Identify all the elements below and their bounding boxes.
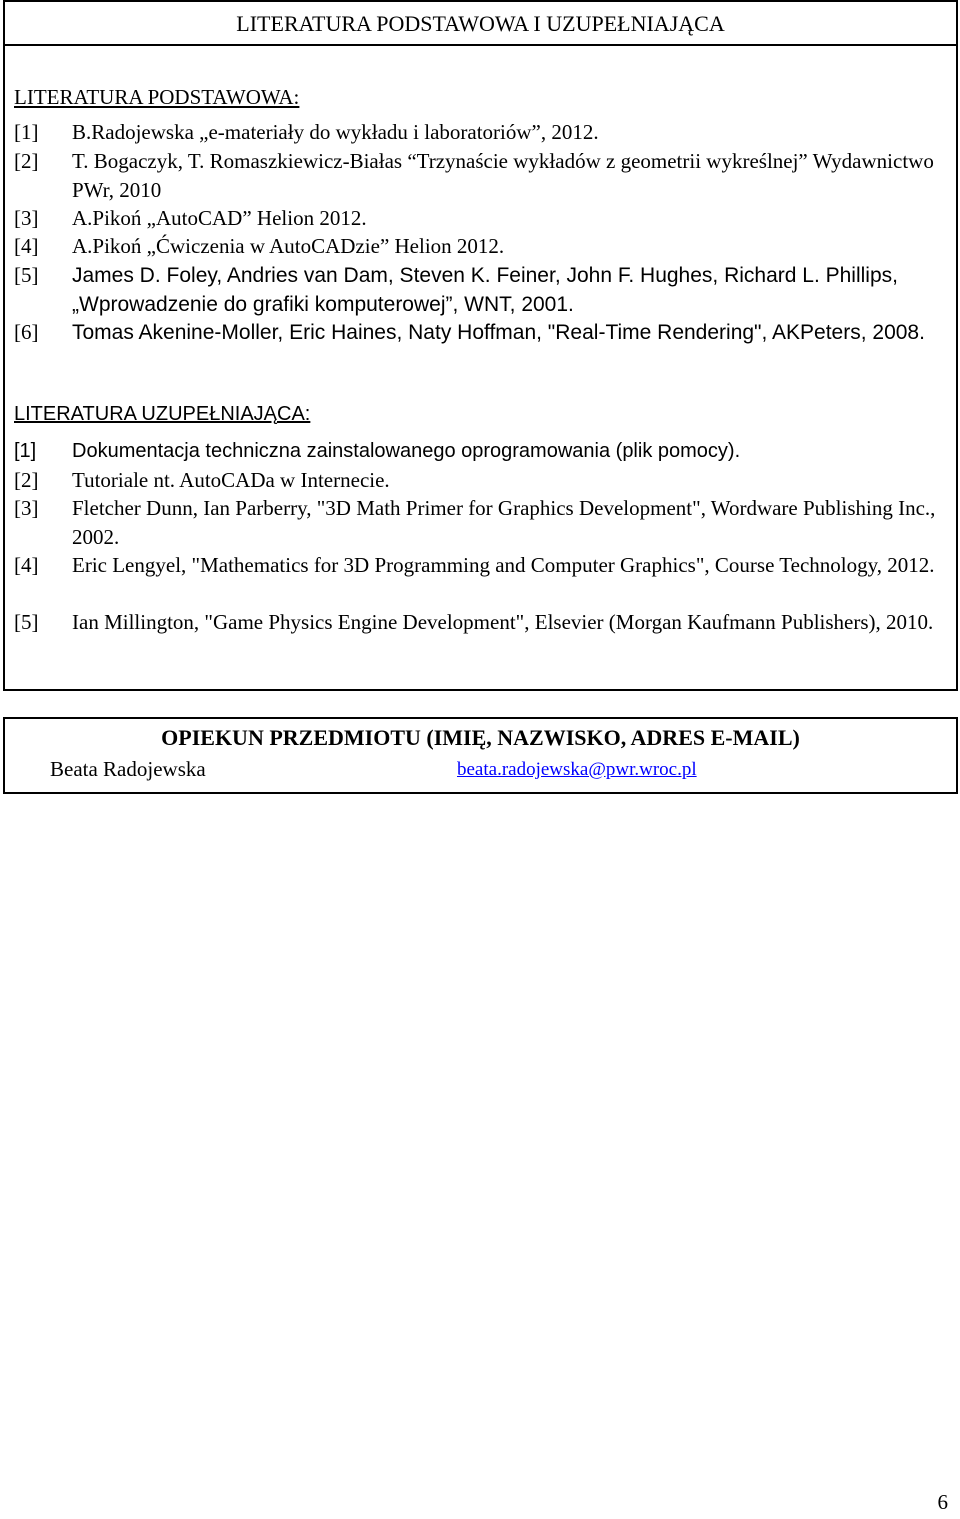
ref-number: [5] (14, 610, 39, 634)
course-tutor-section (3, 717, 958, 794)
ref-text: Fletcher Dunn, Ian Parberry, "3D Math Primer for Graphics Development", Wordware Publishing Inc., 2002. (72, 496, 936, 549)
ref-text: Dokumentacja techniczna zainstalowanego oprogramowania (plik pomocy). (72, 440, 741, 462)
ref-number: [4] (14, 234, 39, 258)
ref-text: A.Pikoń „AutoCAD” Helion 2012. (72, 206, 367, 230)
basic-ref-1 (14, 118, 949, 147)
ref-number: [2] (14, 149, 39, 173)
supp-ref-2 (14, 466, 949, 495)
ref-text: Ian Millington, "Game Physics Engine Development", Elsevier (Morgan Kaufmann Publishers), 2010. (72, 610, 934, 634)
basic-literature-heading: LITERATURA PODSTAWOWA: (14, 85, 300, 109)
ref-number: [3] (14, 496, 39, 520)
supplementary-literature-heading: LITERATURA UZUPEŁNIAJĄCA: (14, 403, 311, 425)
ref-text: T. Bogaczyk, T. Romaszkiewicz-Białas “Trzynaście wykładów z geometrii wykreślnej” Wydawnictwo PWr, 2010 (72, 149, 934, 202)
ref-text: James D. Foley, Andries van Dam, Steven K. Feiner, John F. Hughes, Richard L. Phillips, „Wprowadzenie do grafiki komputerowej”, WNT, 2001. (72, 264, 898, 316)
basic-ref-5 (14, 261, 949, 319)
ref-number: [6] (14, 320, 39, 344)
tutor-email-link[interactable]: beata.radojewska@pwr.wroc.pl (457, 759, 697, 780)
supp-ref-4 (14, 551, 949, 580)
ref-number: [3] (14, 206, 39, 230)
ref-number: [1] (14, 120, 39, 144)
ref-text: A.Pikoń „Ćwiczenia w AutoCADzie” Helion 2012. (72, 234, 505, 258)
basic-ref-2 (14, 147, 949, 205)
tutor-name: Beata Radojewska (50, 757, 206, 781)
tutor-heading: OPIEKUN PRZEDMIOTU (IMIĘ, NAZWISKO, ADRES E-MAIL) (161, 725, 800, 750)
ref-text: Tutoriale nt. AutoCADa w Internecie. (72, 468, 390, 492)
page-number: 6 (937, 1490, 948, 1514)
ref-number: [2] (14, 468, 39, 492)
ref-text: B.Radojewska „e-materiały do wykładu i laboratoriów”, 2012. (72, 120, 599, 144)
ref-number: [4] (14, 553, 39, 577)
ref-text: Eric Lengyel, "Mathematics for 3D Programming and Computer Graphics", Course Technology, 2012. (72, 553, 935, 577)
literature-header: LITERATURA PODSTAWOWA I UZUPEŁNIAJĄCA (5, 2, 956, 46)
supp-ref-5 (14, 608, 949, 637)
supp-ref-3 (14, 494, 949, 552)
basic-ref-6 (14, 318, 949, 347)
basic-ref-3 (14, 204, 949, 233)
basic-ref-4 (14, 232, 949, 261)
literature-section (3, 0, 958, 691)
supp-ref-1 (14, 437, 949, 466)
ref-number: [1] (14, 440, 37, 462)
ref-text: Tomas Akenine-Moller, Eric Haines, Naty Hoffman, "Real-Time Rendering", AKPeters, 2008. (72, 321, 925, 344)
ref-number: [5] (14, 263, 39, 287)
